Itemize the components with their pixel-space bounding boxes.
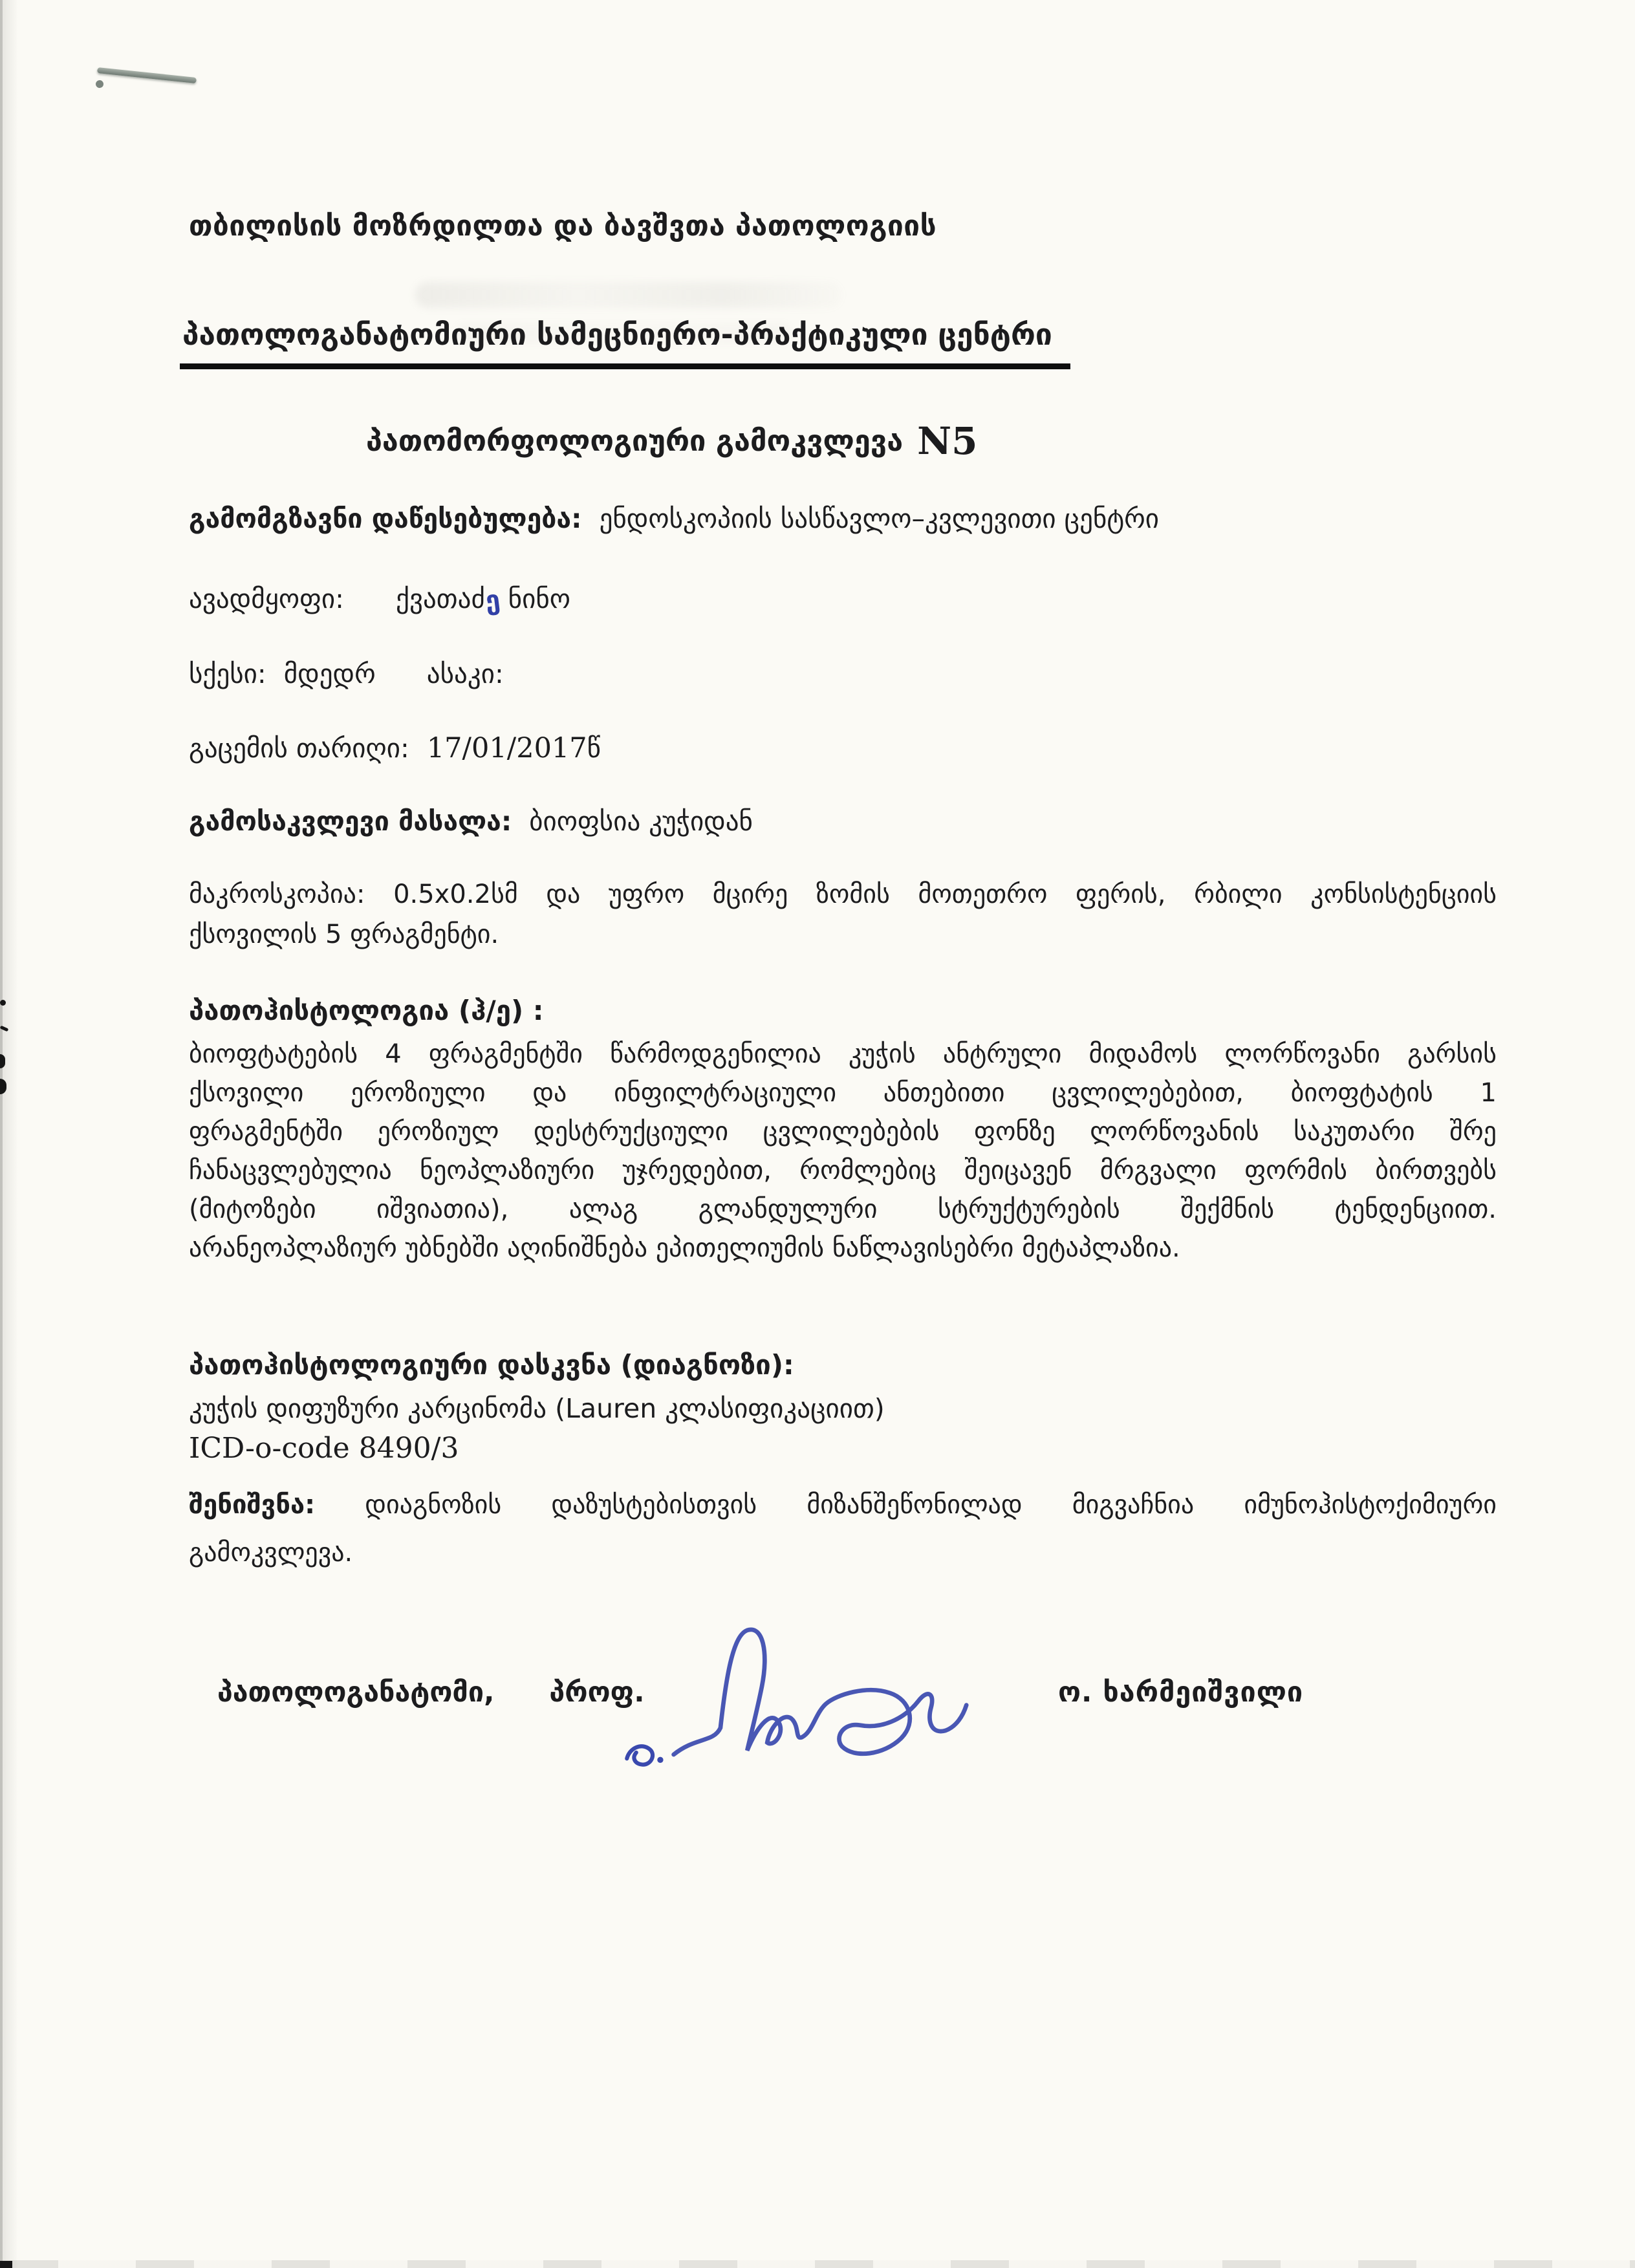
material-value: ბიოფსია კუჭიდან (529, 806, 753, 837)
report-title-row (366, 419, 978, 463)
edge-cut-text-fragment (0, 1000, 6, 1006)
staple-icon (97, 67, 197, 83)
patient-name-handwritten-correction: ე (483, 583, 502, 617)
patient-label: ავადმყოფი: (189, 583, 344, 614)
icd-code: ICD-o-code 8490/3 (189, 1432, 459, 1465)
field-sender (189, 503, 1159, 534)
report-title: პათომორფოლოგიური გამოკვლევა (366, 424, 904, 458)
issue-date-label: გაცემის თარიღი: (189, 733, 409, 764)
pathohistology-line: ქსოვილი ეროზიული და ინფილტრაციული ანთებითი ცვლილებებით, ბიოფტატის 1 (189, 1078, 1497, 1108)
scan-bottom-corner-mark (0, 2261, 12, 2268)
bleedthrough-smudge (415, 282, 842, 308)
age-label: ასაკი: (426, 658, 504, 689)
macroscopy-line1 (189, 874, 1497, 914)
issue-date-value: 17/01/2017 (426, 732, 587, 764)
field-sex-age (189, 658, 504, 689)
patient-name-rest: ნინო (508, 583, 570, 614)
macroscopy-line2: ქსოვილის 5 ფრაგმენტი. (189, 920, 499, 949)
signer-role-text: პათოლოგანატომი, (217, 1676, 495, 1709)
sender-label: გამომგზავნი დაწესებულება: (189, 503, 582, 534)
scan-left-edge-line (0, 0, 3, 2268)
note-label: შენიშვნა: (189, 1490, 316, 1520)
conclusion-label: პათოჰისტოლოგიური დასკვნა (დიაგნოზი): (189, 1349, 794, 1381)
note-line1 (189, 1485, 1497, 1525)
report-number: N5 (917, 419, 978, 463)
staple-end (95, 80, 103, 88)
pathohistology-line: ფრაგმენტში ეროზიულ დესტრუქციული ცვლილებების ფონზე ლორწოვანის საკუთარი შრე (189, 1117, 1497, 1147)
field-patient (189, 583, 570, 617)
note-text1: დიაგნოზის დაზუსტებისთვის მიზანშეწონილად მიგვაჩნია იმუნოჰისტოქიმიური (365, 1490, 1497, 1520)
signer-role (217, 1676, 645, 1709)
note-line2: გამოკვლევა. (189, 1538, 353, 1568)
pathohistology-label: პათოჰისტოლოგია (ჰ/ე) : (189, 995, 544, 1026)
field-issue-date (189, 732, 601, 764)
pathohistology-line: ბიოფტატების 4 ფრაგმენტში წარმოდგენილია კუჭის ანტრული მიდამოს ლორწოვანი გარსის (189, 1039, 1497, 1069)
pathohistology-line: არანეოპლაზიურ უბნებში აღინიშნება ეპითელიუმის ნაწლავისებრი მეტაპლაზია. (189, 1233, 1180, 1263)
organization-name: თბილისის მოზრდილთა და ბავშვთა პათოლოგიის (189, 210, 937, 243)
diagnosis-text: კუჭის დიფუზური კარცინომა (Lauren კლასიფიკაციით) (189, 1393, 885, 1424)
center-name-underlined: პათოლოგანატომიური სამეცნიერო-პრაქტიკული ცენტრი (180, 317, 1070, 369)
scan-bottom-edge-artifact (0, 2260, 1635, 2268)
pathohistology-line: (მიტოზები იშვიათია), ალაგ გლანდულური სტრუქტურების შექმნის ტენდენციით. (189, 1194, 1497, 1224)
sex-label: სქესი: (189, 658, 266, 689)
issue-date-suffix: წ (587, 733, 601, 764)
macroscopy-label: მაკროსკოპია: (189, 880, 365, 909)
sex-value: მდედრ (283, 658, 376, 689)
sender-value: ენდოსკოპიის სასწავლო–კვლევითი ცენტრი (599, 503, 1160, 534)
patient-name-printed: ქვათაძ (395, 583, 485, 614)
material-label: გამოსაკვლევი მასალა: (189, 806, 512, 837)
signer-name: ო. ხარმეიშვილი (1058, 1676, 1304, 1709)
pathohistology-paragraph (189, 1035, 1497, 1268)
macroscopy-block (189, 874, 1497, 955)
macroscopy-text1: 0.5x0.2სმ და უფრო მცირე ზომის მოთეთრო ფერის, რბილი კონსისტენციის (393, 880, 1497, 909)
signature-ink (601, 1577, 1002, 1809)
note-block (189, 1485, 1497, 1573)
field-material (189, 806, 753, 837)
pathohistology-line: ჩანაცვლებულია ნეოპლაზიური უჯრედებით, რომლებიც შეიცავენ მრგვალი ფორმის ბირთვებს (189, 1156, 1497, 1185)
signer-degree: პროფ. (549, 1676, 645, 1709)
scan-left-edge-shadow (0, 0, 18, 2268)
